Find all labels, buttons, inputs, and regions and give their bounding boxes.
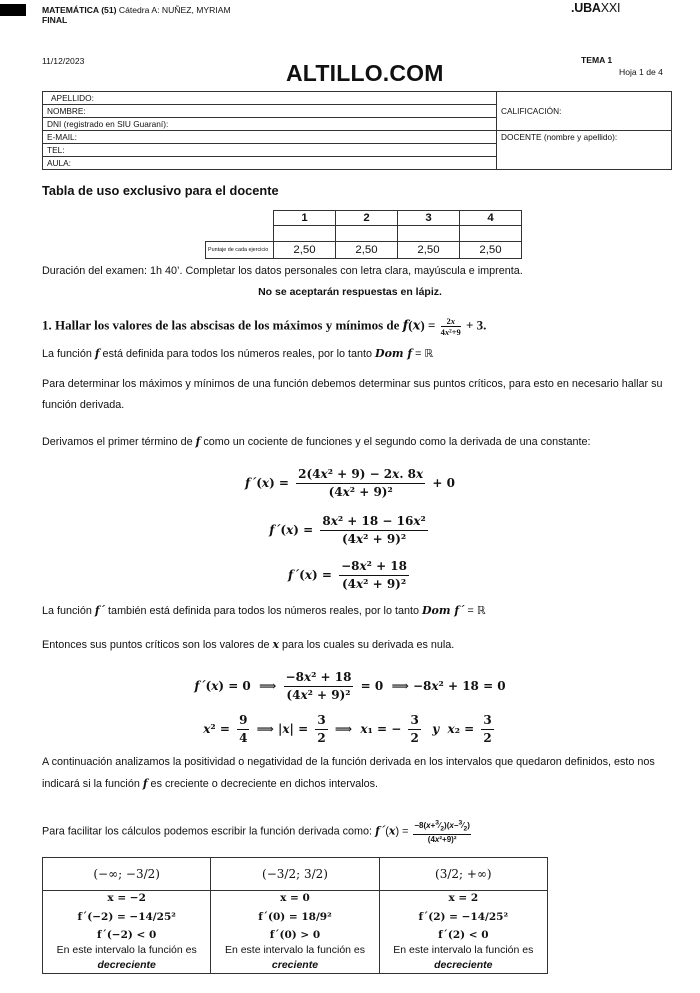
exam-type: FINAL [42, 15, 68, 25]
field-aula[interactable]: AULA: [43, 157, 497, 170]
exercise-1-title: 1. Hallar los valores de las abscisas de los máximos y mínimos de f(x) = $\frac{2x}{\text{4x²+9}}$ + 3. [42, 316, 487, 337]
field-docente[interactable] [497, 131, 672, 170]
score-value-3: 2,50 [398, 242, 460, 259]
header-black-bar [0, 4, 26, 16]
label-docente: DOCENTE (nombre y apellido): [501, 132, 618, 142]
exercise-1-statement: 1. Hallar los valores de las abscisas de los máximos y mínimos de [42, 317, 400, 333]
interval-3: (3/2; +∞) [379, 858, 547, 891]
equation-critical-1: f´(x) = 0 ⟹ $\frac{\text{−8x² + 18}}{\text{(4x² + 9)²}}$ = 0 ⟹ −8x² + 18 = 0 [194, 670, 506, 702]
score-row-label: Puntaje de cada ejercicio [206, 242, 274, 259]
eval-3: f´(2) = −14/25² [418, 911, 509, 923]
field-apellido[interactable] [43, 92, 497, 105]
score-entry-1[interactable] [274, 226, 336, 242]
interval-1-analysis [43, 891, 211, 974]
score-entry-4[interactable] [460, 226, 522, 242]
paragraph-sign-analysis: A continuación analizamos la positividad o negatividad de la función derivada en los intervalos que quedaron definidos, esto nos indicará si la función f es creciente o decreciente en dichos intervalos. [42, 756, 655, 790]
interval-2: (−3/2; 3/2) [211, 858, 379, 891]
paragraph-domain-fprime: La función f´ también está definida para todos los números reales, por lo tanto Dom f´ = ℝ [42, 604, 486, 617]
equation-derivative-3: f´(x) = $\frac{\text{−8x² + 18}}{\text{(4x² + 9)²}}$ [287, 559, 408, 591]
score-corner [206, 211, 274, 226]
conclusion-result-1: decreciente [97, 959, 156, 971]
equation-derivative-1: f´(x) = $\frac{\text{2(4x² + 9) − 2x. 8x}}{\text{(4x² + 9)²}}$ + 0 [245, 467, 455, 499]
score-col-1: 1 [274, 211, 336, 226]
field-tel[interactable]: TEL: [43, 144, 497, 157]
score-entry-2[interactable] [336, 226, 398, 242]
label-calificacion: CALIFICACIÓN: [501, 106, 562, 116]
interval-1: (−∞; −3/2) [43, 858, 211, 891]
no-pencil-notice: No se aceptarán respuestas en lápiz. [258, 286, 442, 298]
field-nombre[interactable]: NOMBRE: [43, 105, 497, 118]
sign-3: f´(2) < 0 [438, 929, 489, 941]
field-dni[interactable]: DNI (registrado en SIU Guaraní): [43, 118, 497, 131]
sign-analysis-table [42, 857, 548, 974]
subject-title: MATEMÁTICA (51) [42, 5, 117, 15]
subject-chair: Cátedra A: NUÑEZ, MYRIAM [118, 5, 231, 15]
paragraph-derivation: Derivamos el primer término de f como un cociente de funciones y el segundo como la derivada de una constante: [42, 435, 591, 448]
conclusion-text-1: En este intervalo la función es [56, 944, 197, 956]
uba-logo-xxi: XXI [600, 1, 621, 15]
paragraph-critical-points: Para determinar los máximos y mínimos de una función debemos determinar sus puntos críticos, para esto en necesario hallar su función derivada. [42, 378, 663, 411]
student-info-table [42, 91, 672, 170]
score-col-3: 3 [398, 211, 460, 226]
score-entry-3[interactable] [398, 226, 460, 242]
interval-2-analysis [211, 891, 379, 974]
test-point-3: x = 2 [448, 892, 479, 904]
sign-1: f´(−2) < 0 [97, 929, 157, 941]
eval-2: f´(0) = 18/9² [258, 911, 332, 923]
exam-duration: Duración del examen: 1h 40’. Completar los datos personales con letra clara, mayúscula e imprenta. [42, 265, 523, 277]
page-counter: Hoja 1 de 4 [619, 67, 663, 77]
field-email[interactable]: E-MAIL: [43, 131, 497, 144]
score-corner-2 [206, 226, 274, 242]
test-point-2: x = 0 [280, 892, 310, 904]
conclusion-text-3: En este intervalo la función es [393, 944, 534, 956]
uba-logo-bold: .UBA [571, 1, 601, 15]
equation-critical-2: x² = $\frac{9}{4}$ ⟹ |x| = $\frac{3}{2}$ ⟹ x₁ = − $\frac{3}{2}$ y x₂ = $\frac{3}{2}$ [203, 713, 492, 745]
interval-3-analysis [379, 891, 547, 974]
exam-date: 11/12/2023 [42, 56, 85, 66]
score-value-1: 2,50 [274, 242, 336, 259]
paragraph-factored-derivative: Para facilitar los cálculos podemos escribir la función derivada como: f´(x) = $\frac{-8(x+^3⁄_2)(x-^3⁄_2)}{\text{(4x²+9)²}}$ [42, 819, 470, 845]
uba-logo [571, 1, 620, 15]
score-value-4: 2,50 [460, 242, 522, 259]
eval-1: f´(−2) = −14/25² [77, 911, 176, 923]
conclusion-result-3: decreciente [434, 959, 493, 971]
paragraph-domain-f: La función f está definida para todos los números reales, por lo tanto Dom f = ℝ [42, 347, 433, 360]
sign-2: f´(0) > 0 [269, 929, 321, 941]
factored-derivative-text: Para facilitar los cálculos podemos escribir la función derivada como: [42, 825, 373, 838]
field-calificacion[interactable] [497, 92, 672, 131]
score-table [205, 210, 522, 259]
equation-derivative-2: f´(x) = $\frac{\text{8x² + 18 − 16x²}}{\text{(4x² + 9)²}}$ [269, 514, 426, 546]
paragraph-null-derivative: Entonces sus puntos críticos son los valores de x para los cuales su derivada es nula. [42, 638, 455, 651]
label-apellido: APELLIDO: [51, 93, 94, 103]
subject-header [42, 5, 231, 25]
conclusion-text-2: En este intervalo la función es [224, 944, 366, 956]
score-col-2: 2 [336, 211, 398, 226]
tema-label: TEMA 1 [581, 55, 613, 65]
test-point-1: x = −2 [107, 892, 146, 904]
conclusion-result-2: creciente [271, 959, 319, 971]
brand-watermark: ALTILLO.COM [286, 60, 444, 86]
teacher-table-title: Tabla de uso exclusivo para el docente [42, 183, 279, 198]
score-value-2: 2,50 [336, 242, 398, 259]
score-col-4: 4 [460, 211, 522, 226]
